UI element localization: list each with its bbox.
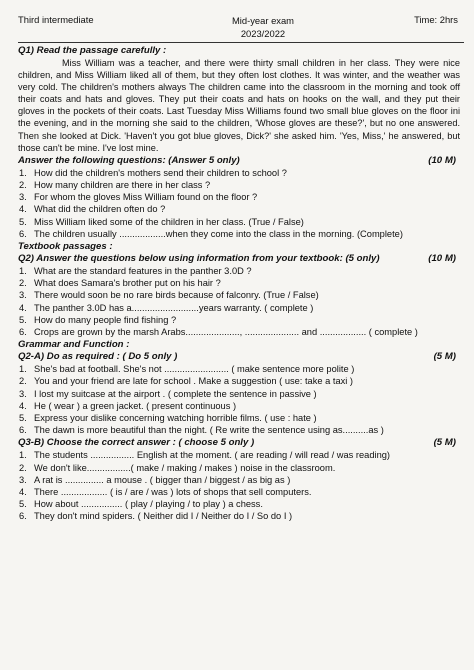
list-item: 6. The children usually ..................when they come into the class in the morning. (Complete) (19, 228, 403, 239)
q2-question-list (18, 265, 464, 338)
list-item: 4. There .................. ( is / are / was ) lots of shops that sell computers. (19, 487, 312, 498)
q2-instruction-row (18, 253, 464, 264)
exam-title-block (232, 14, 294, 40)
q2a-instruction-row (18, 351, 464, 362)
list-item: 1. What are the standard features in the panther 3.0D ? (19, 265, 252, 276)
exam-year: 2023/2022 (240, 28, 286, 39)
exam-time: Time: 2hrs (414, 14, 458, 25)
list-item: 2. What does Samara's brother put on his hair ? (19, 278, 221, 289)
list-item: 2. How many children are there in her class ? (19, 179, 211, 190)
list-item: 5. Express your dislike concerning watching horrible films. ( use : hate ) (19, 413, 317, 423)
grammar-section-title: Grammar and Function : (18, 339, 130, 351)
q2a-question-list (18, 363, 464, 436)
class-level: Third intermediate (18, 14, 94, 25)
list-item: 4. He ( wear ) a green jacket. ( present continuous ) (19, 400, 237, 411)
q2-title: Q2) Answer the questions below using information from your textbook: (5 only) (18, 252, 380, 264)
list-item: 5. How about ................ ( play / playing / to play ) a chess. (19, 499, 263, 510)
exam-header (18, 14, 464, 42)
q2a-title: Q2-A) Do as required : ( Do 5 only ) (18, 351, 178, 363)
list-item: 5. Miss William liked some of the children in her class. (True / False) (19, 216, 304, 227)
q3b-points: (5 M) (433, 437, 456, 449)
exam-title: Mid-year exam (232, 15, 294, 26)
list-item: 2. We don't like.................( make / making / makes ) noise in the classroom. (19, 462, 336, 473)
q1-question-list (18, 167, 464, 240)
q1-instruction: Answer the following questions: (Answer 5 only) (18, 154, 240, 166)
list-item: 4. The panther 3.0D has a..........................years warranty. ( complete ) (19, 302, 314, 313)
q1-instruction-row (18, 155, 464, 166)
list-item: 6. The dawn is more beautiful than the night. ( Re write the sentence using as..........as ) (19, 425, 384, 436)
q3b-instruction-row (18, 437, 464, 448)
list-item: 1. She's bad at football. She's not ......................... ( make sentence more polite ) (19, 364, 355, 375)
q3b-question-list (18, 449, 464, 522)
list-item: 1. The students ................. English at the moment. ( are reading / will read / was reading) (19, 450, 391, 461)
list-item: 2. You and your friend are late for school . Make a suggestion ( use: take a taxi ) (19, 376, 354, 387)
list-item: 3. A rat is ............... a mouse . ( bigger than / biggest / as big as ) (19, 474, 291, 485)
list-item: 6. Crops are grown by the marsh Arabs....................., ..................... and .................. ( complete ) (19, 326, 418, 337)
passage-text: Miss William was a teacher, and there were thirty small children in her class. They were nice children, and Miss William liked all of them, but they often lost clothes. It was winter, and the weather was very cold. The children's mothers always The children came into the classroom in the morning and took off their coats and hats and gloves. They put their coats and hats on hooks on the wall, and they put their gloves in the pockets of their coats. Last Tuesday Miss Williams found two small blue gloves on the floor ini the evening, and in the morning she said to the children, 'Whose gloves are these?', but no one answered. Then she looked at Dick. 'Haven't you got blue gloves, Dick?' she asked him. 'Yes, Miss,' he answered, but those can't be mine. I've lost mine. (18, 58, 460, 153)
header-divider (18, 42, 464, 43)
textbook-section-title: Textbook passages : (18, 240, 113, 252)
list-item: 3. For whom the gloves Miss William found on the floor ? (19, 192, 258, 203)
list-item: 1. How did the children's mothers send their children to school ? (19, 167, 287, 178)
list-item: 3. There would soon be no rare birds because of falconry. (True / False) (19, 290, 319, 301)
list-item: 5. How do many people find fishing ? (19, 314, 177, 325)
list-item: 6. They don't mind spiders. ( Neither did I / Neither do I / So do I ) (19, 511, 293, 522)
q2-points: (10 M) (428, 252, 456, 264)
q3b-title: Q3-B) Choose the correct answer : ( choose 5 only ) (18, 437, 255, 449)
q1-title: Q1) Read the passage carefully : (18, 45, 167, 56)
reading-passage (18, 57, 460, 154)
list-item: 4. What did the children often do ? (19, 204, 166, 215)
list-item: 3. I lost my suitcase at the airport . ( complete the sentence in passive ) (19, 388, 317, 399)
q2a-points: (5 M) (433, 351, 456, 363)
q1-points: (10 M) (428, 154, 456, 166)
